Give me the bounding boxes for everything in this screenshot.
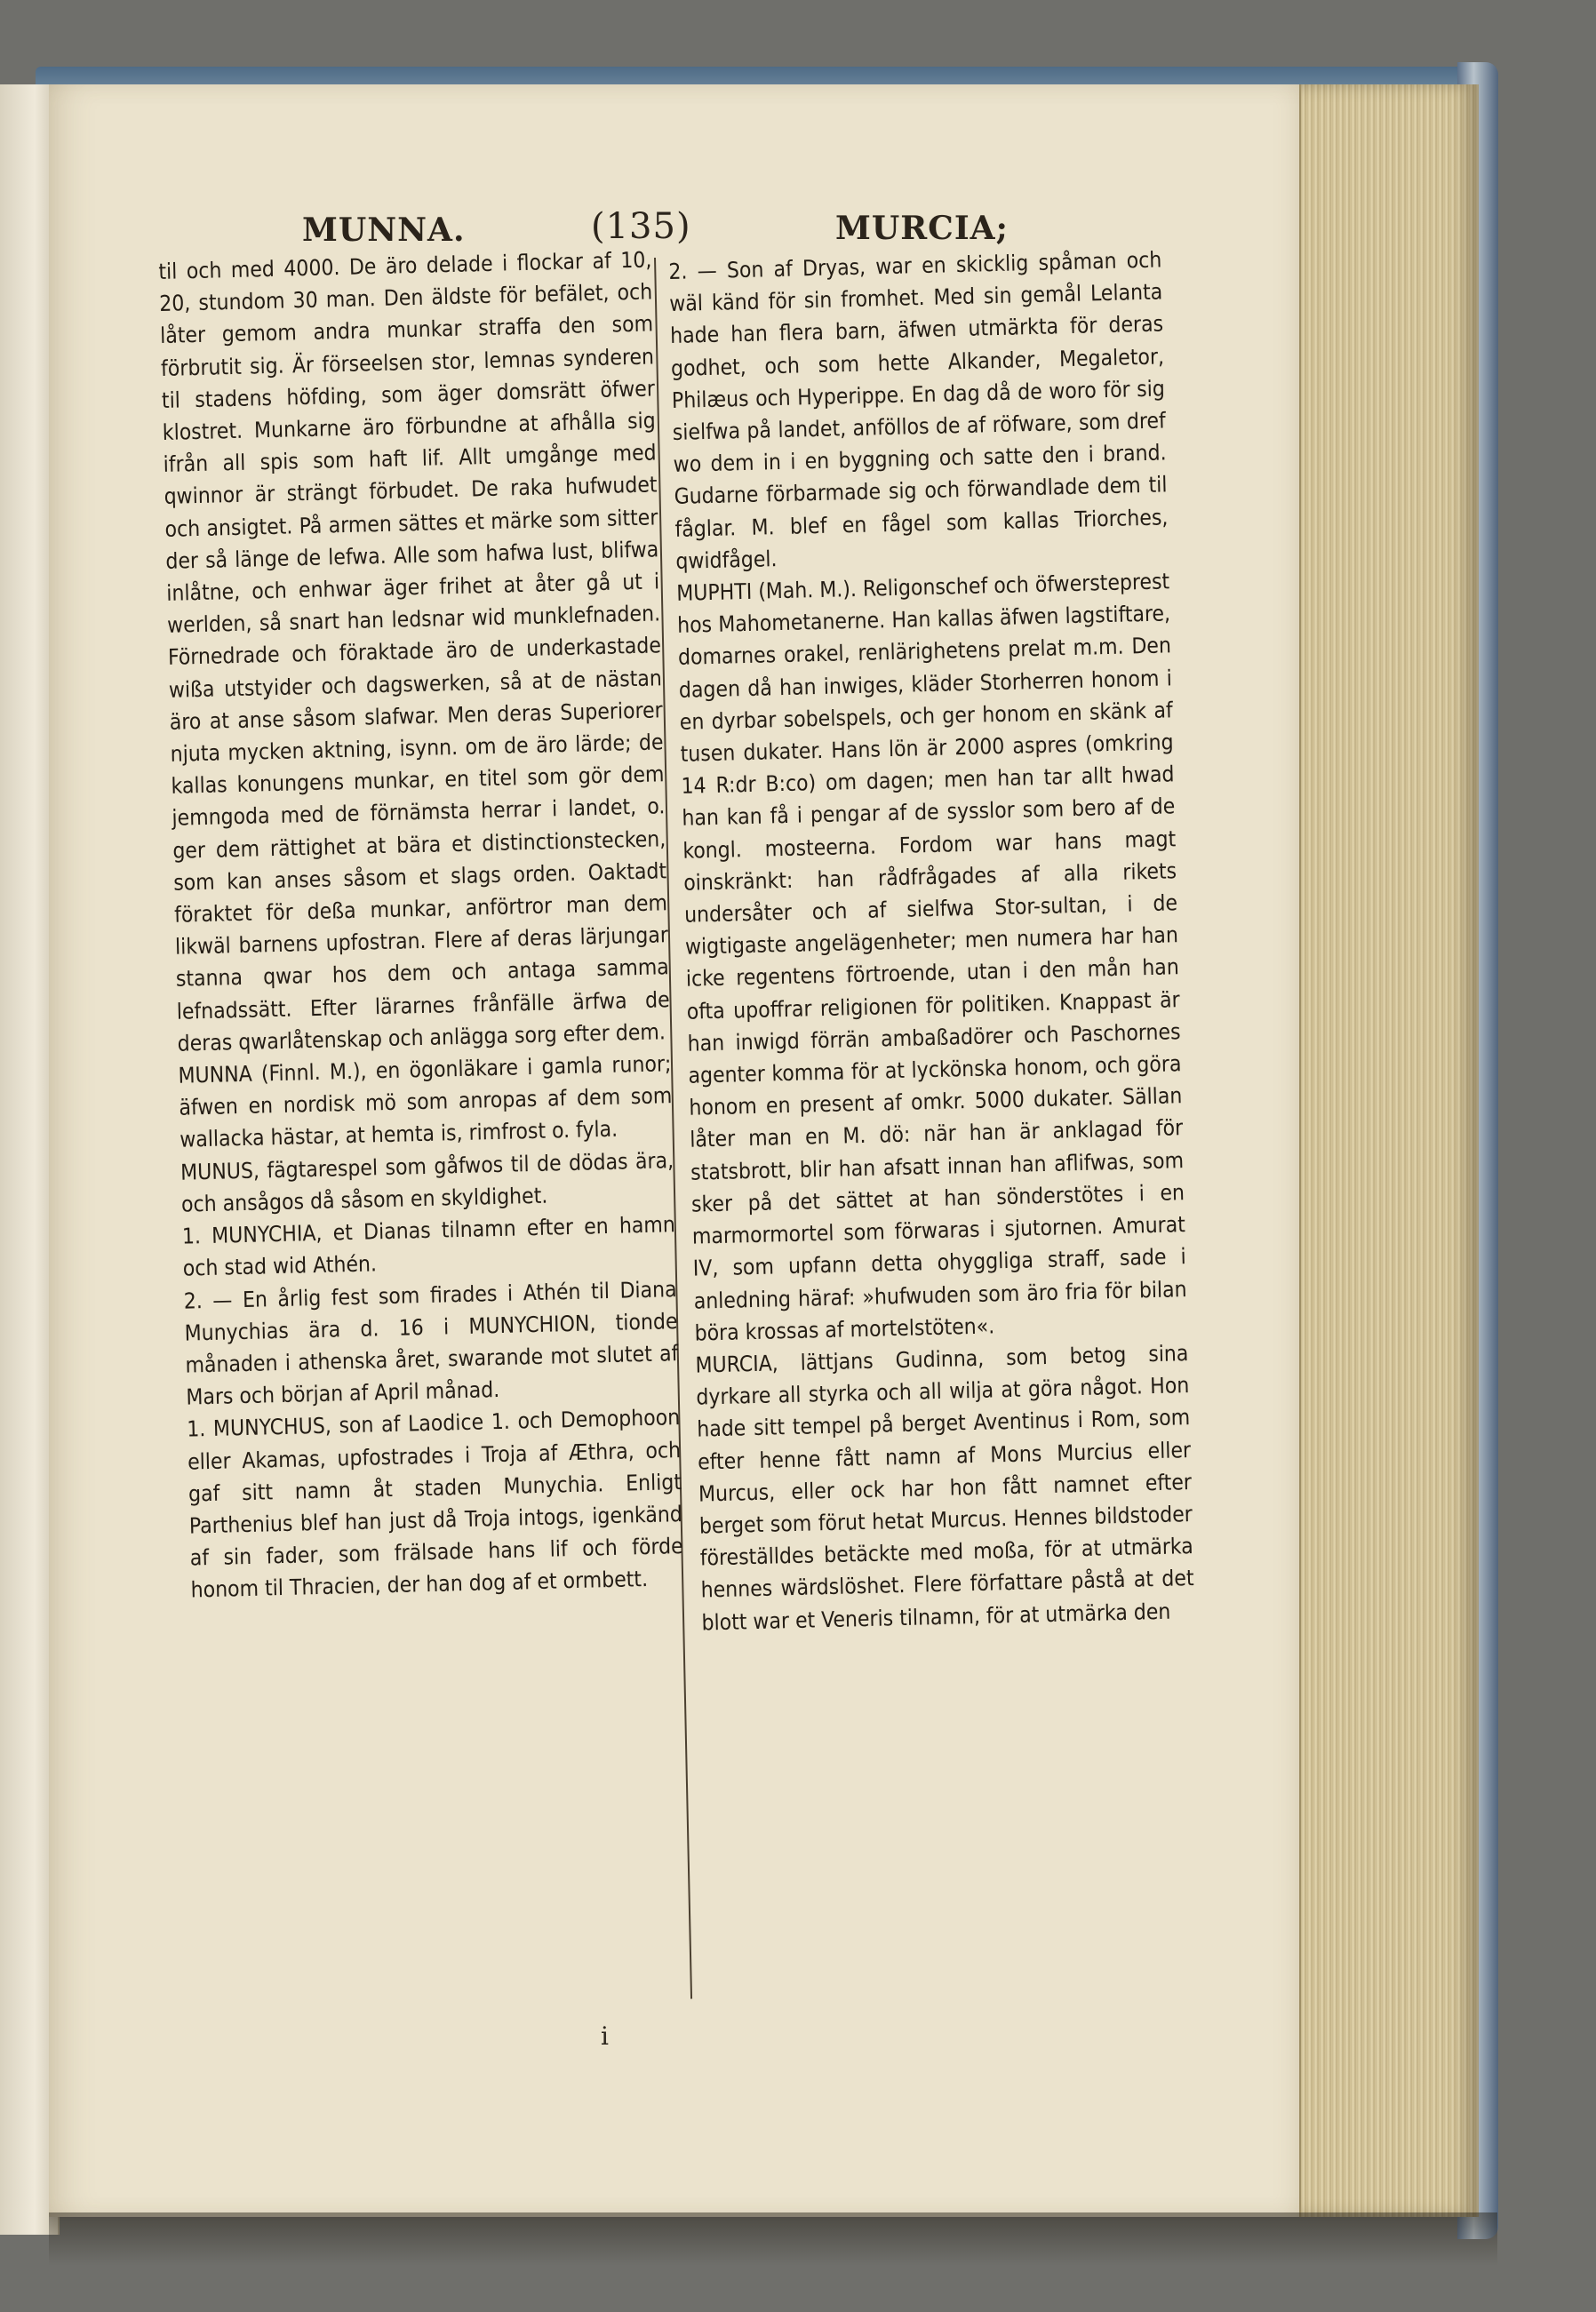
entry-munna-cont: til och med 4000. De äro delade i flockar af 10, 20, stundom 30 man. Den äldste för befälet, och låter gemom andra munkar straffa den som förbrutit sig. Är förseelsen stor, lemnas synderen til stadens höfding, som äger domsrätt öfwer klostret. Munkarne äro förbundne at afhålla sig ifrån all spis som haft lif. Allt umgånge med qwinnor är strängt förbudet. De raka hufwudet och ansigtet. På armen sättes et märke som sitter der så länge de lefwa. Alle som hafwa lust, blifwa inlåtne, och enhwar äger frihet at åter gå ut i werlden, så snart han ledsnar wid munklefnaden. Förnedrade och föraktade äro de underkastade wißa utstyider och dagswerken, så at de nästan äro at anse såsom slafwar. Men deras Superiorer njuta mycken aktning, isynn. om de äro lärde; de kallas konungens munkar, en titel som gör dem jemngoda med de förnämsta herrar i landet, o. ger dem rättighet at bära et distinctionstecken, som kan anses såsom et slags orden. Oaktadt föraktet för deßa munkar, anförtror man dem likwäl barnens upfostran. Flere af deras lärjungar stanna qwar hos dem och antaga samma lefnadssätt. Efter lärarnes frånfälle ärfwa de deras qwarlåtenskap och anlägga sorg efter dem. (158, 246, 670, 1056)
entry-murcia: MURCIA, lättjans Gudinna, som betog sina dyrkare all styrka och all wilja at göra något. Hon hade sitt tempel på berget Aventinus i Rom, som efter henne fått namn af Mons Murcius eller Murcus, eller ock har hon fått namnet efter berget som förut hetat Murcus. Hennes bildstoder föreställdes betäckte med moßa, för at utmärka hennes wärdslöshet. Flere författare påstå at det blott war et Veneris tilnamn, för at utmärka den (695, 1339, 1194, 1636)
entry-munychus-2: 2. — Son af Dryas, war en skicklig spåman och wäl känd för sin fromhet. Med sin gemål Lelanta hade han flera barn, äfwen utmärkta för deras godhet, och som hette Alkander, Megaletor, Philæus och Hyperippe. En dag då de woro för sig sielfwa på landet, anföllos de af röfware, som dref wo dem in i en byggning och satte den i brand. Gudarne förbarmade sig och förwandlade dem til fåglar. M. blef en fågel som kallas Triorches, qwidfågel. (668, 246, 1169, 574)
page-shadow (49, 2212, 1497, 2266)
left-column (158, 243, 684, 1606)
entry-munychus-1: 1. MUNYCHUS, son af Laodice 1. och Demophoon eller Akamas, upfostrades i Troja af Æthra, och gaf sitt namn åt staden Munychia. Enligt Parthenius blef han just då Troja intogs, igenkänd af sin fader, som frälsade hans lif och förde honom til Thracien, der han dog af et ormbett. (186, 1404, 683, 1603)
entry-munna-finnl: MUNNA (Finnl. M.), en ögonläkare i gamla runor; äfwen en nordisk mö som anropas af dem som wallacka hästar, at hemta is, rimfrost o. fyla. (178, 1050, 673, 1153)
entry-munus: MUNUS, fägtarespel som gåfwos til de dödas ära, och ansågos då såsom en skyldighet. (180, 1146, 674, 1217)
page-number: (135) (591, 206, 691, 247)
right-column (668, 243, 1195, 1638)
header-left-word: MUNNA. (302, 211, 466, 249)
page-edges (1299, 84, 1479, 2217)
running-header (160, 206, 1182, 251)
entry-muphti: MUPHTI (Mah. M.). Religonschef och öfwersteprest hos Mahometanerne. Han kallas äfwen lagstiftare, domarnes orakel, renlärighetens prelat m.m. Den dagen då han inwiges, kläder Storherren honom i en dyrbar sobelspels, och ger honom en skänk af tusen dukater. Hans lön är 2000 aspres (omkring 14 R:dr B:co) om dagen; men han tar allt hwad han kan få i pengar af de sysslor som bero af de kongl. mosteerna. Fordom war hans magt oinskränkt: han rådfrågades af alla rikets undersåter och af sielfwa Stor-sultan, i de wigtigaste angelägenheter; men numera har han icke regentens förtroende, utan i den mån han ofta upoffrar religionen för politiken. Knappast är han inwigd förrän ambaßadörer och Paschornes agenter komma för at lyckönska honom, och göra honom en present af omkr. 5000 dukater. Sällan låter man en M. dö: när han är anklagad för statsbrott, blir han afsatt innan han aflifwas, som sker på det sättet at han sönderstötes i en marmormortel som förwaras i sjutornen. Amurat IV, som upfann detta ohyggliga straff, sade i anledning häraf: »hufwuden som äro fria för bilan böra krossas af mortelstöten«. (675, 568, 1187, 1346)
entry-munychia-2: 2. — En årlig fest som firades i Athén til Diana Munychias ära d. 16 i MUNYCHION, tionde månaden i athenska året, swarande mot slutet af Mars och början af April månad. (183, 1275, 679, 1410)
header-right-word: MURCIA; (835, 210, 1009, 247)
entry-munychia-1: 1. MUNYCHIA, et Dianas tilnamn efter en hamn och stad wid Athén. (181, 1211, 676, 1281)
signature-mark: i (601, 2021, 609, 2051)
